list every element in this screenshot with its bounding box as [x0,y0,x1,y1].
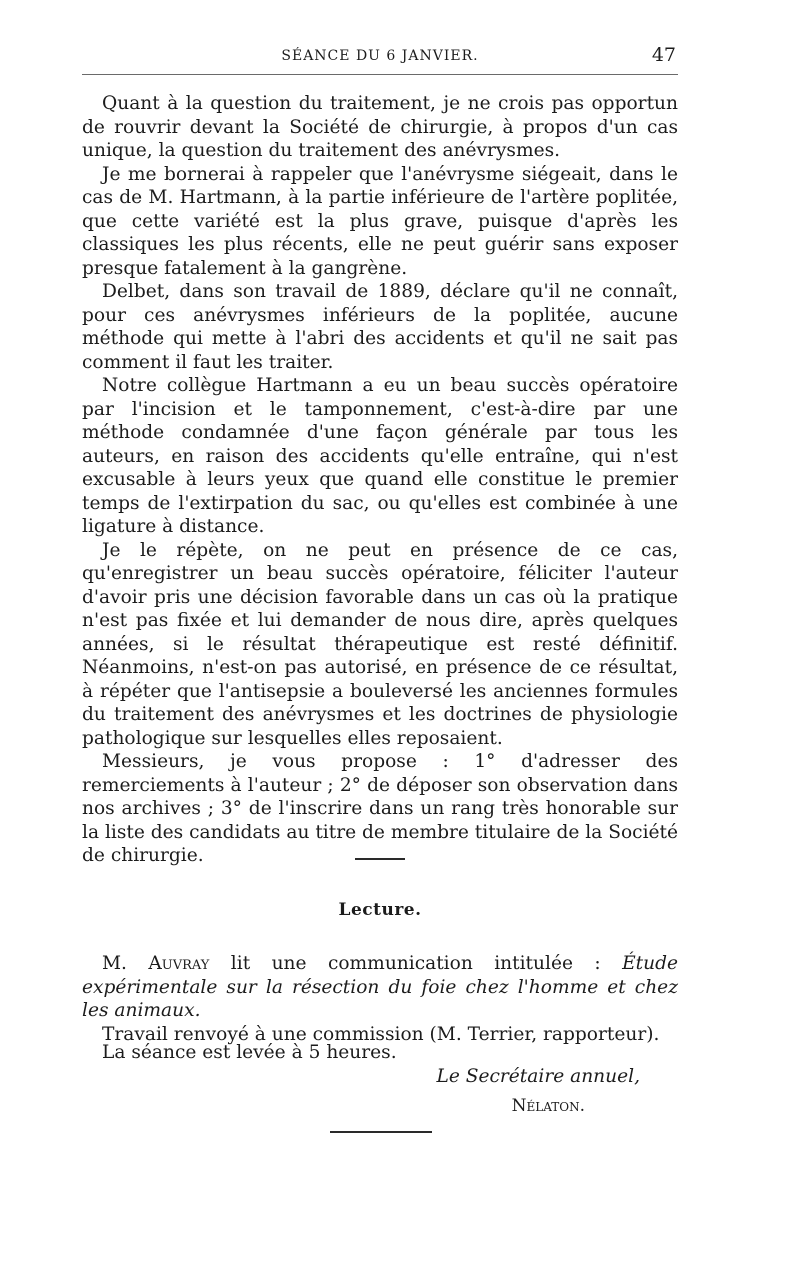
communication-title: Étude expérimentale sur la résection du foie chez l'homme et chez les animaux. [82,953,678,1021]
page-header [82,44,678,74]
referral-text: Travail renvoyé à une commission (M. Terrier, rapporteur). [102,1023,660,1045]
running-title: SÉANCE DU 6 JANVIER. [281,48,479,64]
end-rule [330,1131,432,1133]
paragraph: Je le répète, on ne peut en présence de ce cas, qu'enregistrer un beau succès opératoire, féliciter l'auteur d'avoir pris une décision favorable dans un cas où la pratique n'est pas fixée et lui demander de nous dire, après quelques années, si le résultat thérapeutique est resté définitif. Néanmoins, n'est-on pas autorisé, en présence de ce résultat, à répéter que l'antisepsie a bouleversé les anciennes formules du traitement des anévrysmes et les doctrines de physiologie pathologique sur lesquelles elles reposaient. [82,539,678,749]
page-number: 47 [651,44,676,66]
closing-block [82,1041,678,1065]
header-rule [82,74,678,75]
section-title: Lecture. [338,900,422,920]
lecture-prefix: M. [102,953,149,974]
paragraph: Messieurs, je vous propose : 1° d'adresser des remerciements à l'auteur ; 2° de déposer son observation dans nos archives ; 3° de l'inscrire dans un rang très honorable sur la liste des candidats au titre de membre titulaire de la Société de chirurgie. [82,751,678,866]
author-name: Auvray [148,953,210,974]
paragraph: Je me bornerai à rappeler que l'anévrysme siégeait, dans le cas de M. Hartmann, à la partie inférieure de l'artère poplitée, que cette variété est la plus grave, puisque d'après les classiques les plus récents, elle ne peut guérir sans exposer presque fatalement à la gangrène. [82,163,678,279]
signature-name: Nélaton. [511,1096,585,1116]
lecture-paragraph [82,952,678,1023]
lecture-middle: lit une communication intitulée : [209,953,623,974]
paragraph: Quant à la question du traitement, je ne crois pas opportun de rouvrir devant la Société de chirurgie, à propos d'un cas unique, la question du traitement des anévrysmes. [82,93,678,161]
closing-text: La séance est levée à 5 heures. [102,1042,397,1063]
section-divider [355,858,405,860]
paragraph: Notre collègue Hartmann a eu un beau succès opératoire par l'incision et le tamponnement, c'est-à-dire par une méthode condamnée d'une façon générale par tous les auteurs, en raison des accidents qu'elle entraîne, qui n'est excusable à leurs yeux que quand elle constitue le premier temps de l'extirpation du sac, ou qu'elles est combinée à une ligature à distance. [82,375,678,537]
paragraph: Delbet, dans son travail de 1889, déclare qu'il ne connaît, pour ces anévrysmes inférieurs de la poplitée, aucune méthode qui mette à l'abri des accidents et qu'il ne sait pas comment il faut les traiter. [82,281,678,373]
body-text [82,92,678,868]
lecture-block [82,952,678,1046]
signature-role: Le Secrétaire annuel, [436,1066,640,1087]
